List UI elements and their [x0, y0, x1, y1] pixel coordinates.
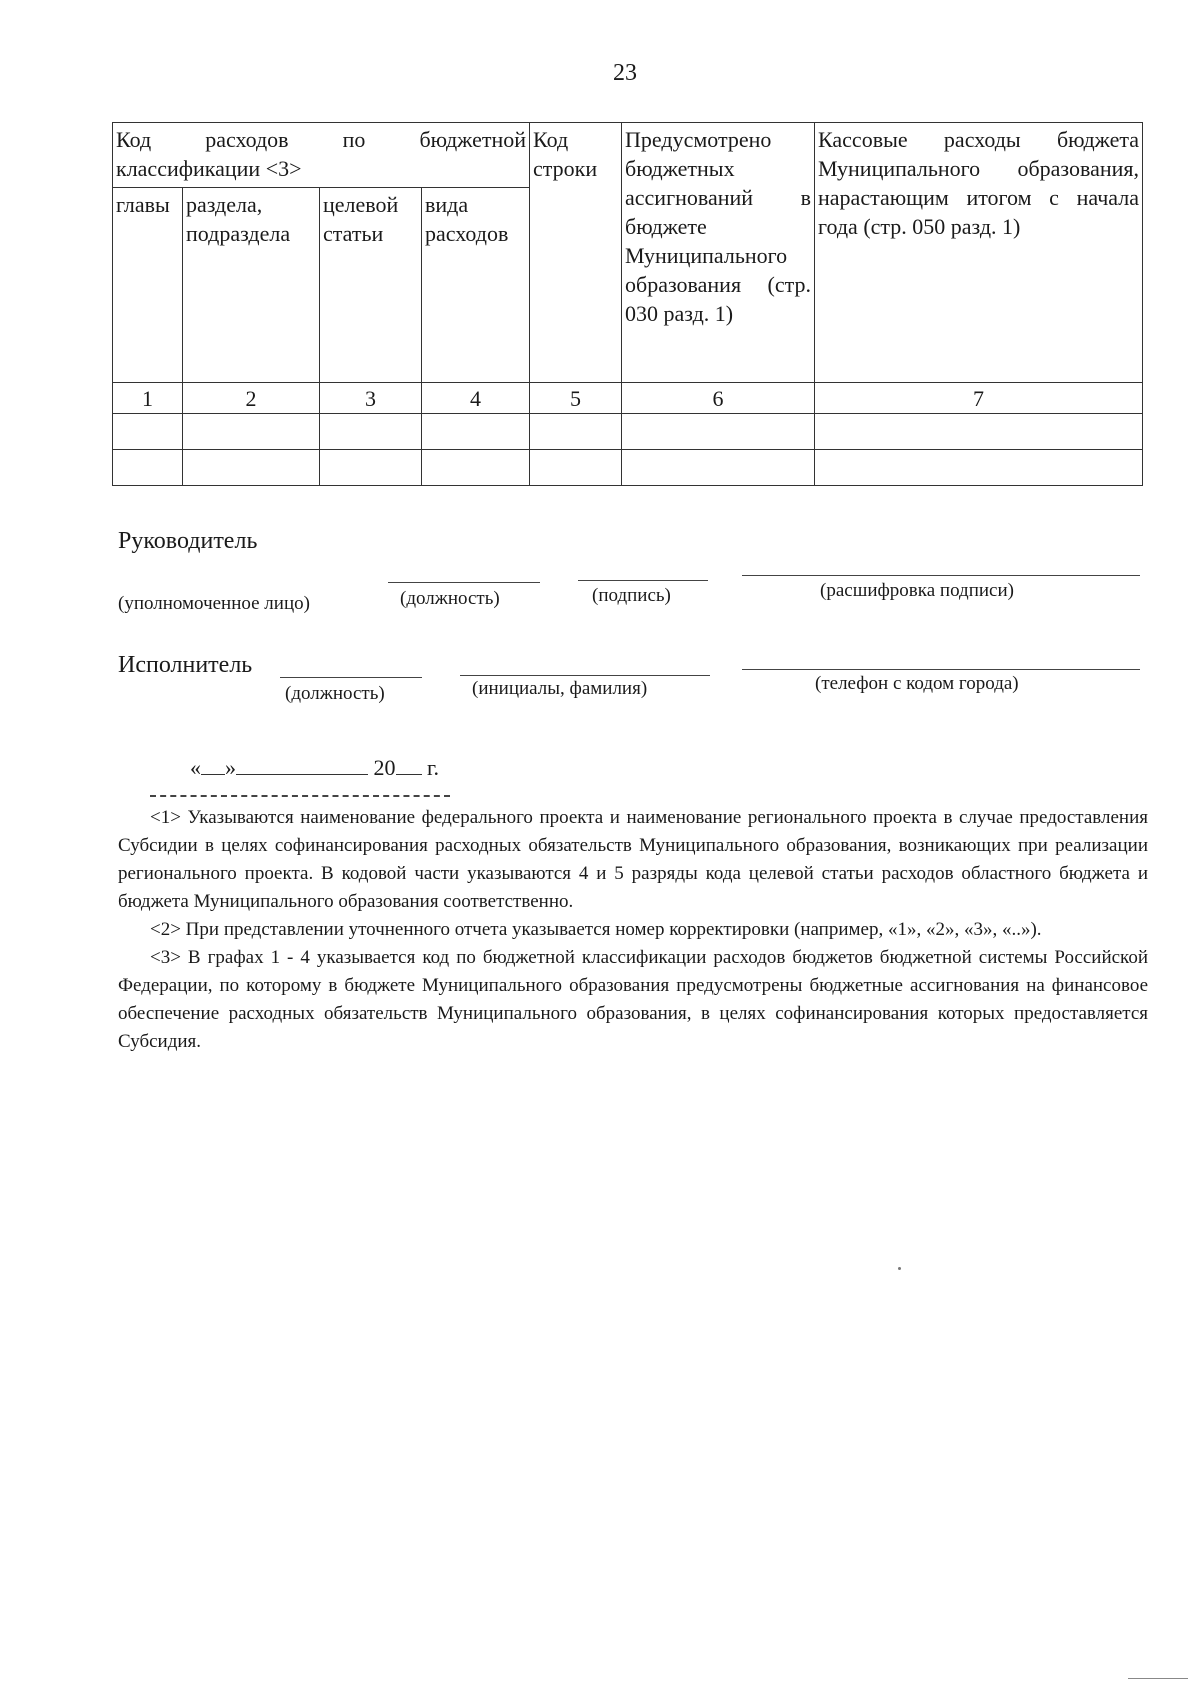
date-year-blank: [396, 752, 422, 775]
footnote-1: <1> Указываются наименование федерального проекта и наименование регионального проекта в случае предоставления Субсидии в целях софинансирования расходных обязательств Муниципального образования, возникающих при реализации регионального проекта. В кодовой части указываются 4 и 5 разряды кода целевой статьи расходов областного бюджета и бюджета Муниципального образования соответственно.: [118, 807, 1148, 912]
table-cell: [113, 414, 183, 450]
column-number: 7: [815, 383, 1143, 414]
column-number: 2: [183, 383, 320, 414]
executor-name-label: (инициалы, фамилия): [472, 678, 648, 699]
table-cell: [183, 450, 320, 486]
header-planned-allocations: Предусмотрено бюджетных ассигнований в бюджете Муниципального образования (стр. 030 разд. 1): [622, 123, 815, 383]
header-target-article: целевой статьи: [320, 188, 422, 383]
header-line-code: Код строки: [530, 123, 622, 383]
head-position-line: [388, 582, 540, 583]
executor-name-line: [460, 675, 710, 676]
executor-phone-label: (телефон с кодом города): [815, 673, 1019, 694]
date-year-prefix: 20: [373, 755, 396, 780]
head-authorized-person-label: (уполномоченное лицо): [118, 593, 310, 614]
date-year-suffix: г.: [427, 755, 440, 780]
head-position-label: (должность): [400, 588, 500, 609]
table-row: [113, 450, 1143, 486]
table-cell: [530, 450, 622, 486]
column-number-row: [113, 383, 1143, 414]
table-cell: [815, 450, 1143, 486]
footnote-separator: [150, 795, 450, 797]
column-number: 1: [113, 383, 183, 414]
date-month-blank: [236, 752, 368, 775]
footnote-3: <3> В графах 1 - 4 указывается код по бюджетной классификации расходов бюджетов бюджетной системы Российской Федерации, по которому в бюджете Муниципального образования предусмотрены бюджетные ассигнования на финансовое обеспечение расходных обязательств Муниципального образования, в целях софинансирования которых предоставляется Субсидия.: [118, 947, 1148, 1052]
date-open-quote: «: [190, 755, 201, 780]
footnotes: [118, 804, 1148, 1056]
header-expense-type: вида расходов: [422, 188, 530, 383]
table-cell: [113, 450, 183, 486]
header-budget-classification-code: Код расходов по бюджетной классификации <3>: [113, 123, 530, 188]
column-number: 3: [320, 383, 422, 414]
table-header-row: [113, 123, 1143, 188]
table-cell: [183, 414, 320, 450]
date-field: [190, 752, 439, 781]
head-decoding-line: [742, 575, 1140, 576]
table-cell: [815, 414, 1143, 450]
scan-edge-mark: [1128, 1678, 1188, 1679]
header-chapter: главы: [113, 188, 183, 383]
executor-phone-line: [742, 669, 1140, 670]
budget-report-table: [112, 122, 1143, 486]
table-cell: [422, 414, 530, 450]
page-number: 23: [613, 60, 637, 86]
table-cell: [530, 414, 622, 450]
date-day-blank: [201, 752, 225, 775]
table-cell: [422, 450, 530, 486]
table-cell: [622, 450, 815, 486]
head-title: Руководитель: [118, 528, 258, 554]
executor-position-label: (должность): [285, 683, 385, 704]
header-section: раздела, подраздела: [183, 188, 320, 383]
column-number: 4: [422, 383, 530, 414]
column-number: 6: [622, 383, 815, 414]
table-cell: [320, 414, 422, 450]
table-cell: [622, 414, 815, 450]
executor-title: Исполнитель: [118, 652, 253, 678]
header-cash-expenses: Кассовые расходы бюджета Муниципального образования, нарастающим итогом с начала года (стр. 050 разд. 1): [815, 123, 1143, 383]
column-number: 5: [530, 383, 622, 414]
table-row: [113, 414, 1143, 450]
executor-position-line: [280, 677, 422, 678]
head-signature-label: (подпись): [592, 585, 671, 606]
head-signature-line: [578, 580, 708, 581]
date-close-quote: »: [225, 755, 236, 780]
scan-dot: [898, 1267, 901, 1270]
head-decoding-label: (расшифровка подписи): [820, 580, 1014, 601]
footnote-2: <2> При представлении уточненного отчета указывается номер корректировки (например, «1», «2», «3», «..»).: [150, 919, 1042, 940]
table-cell: [320, 450, 422, 486]
